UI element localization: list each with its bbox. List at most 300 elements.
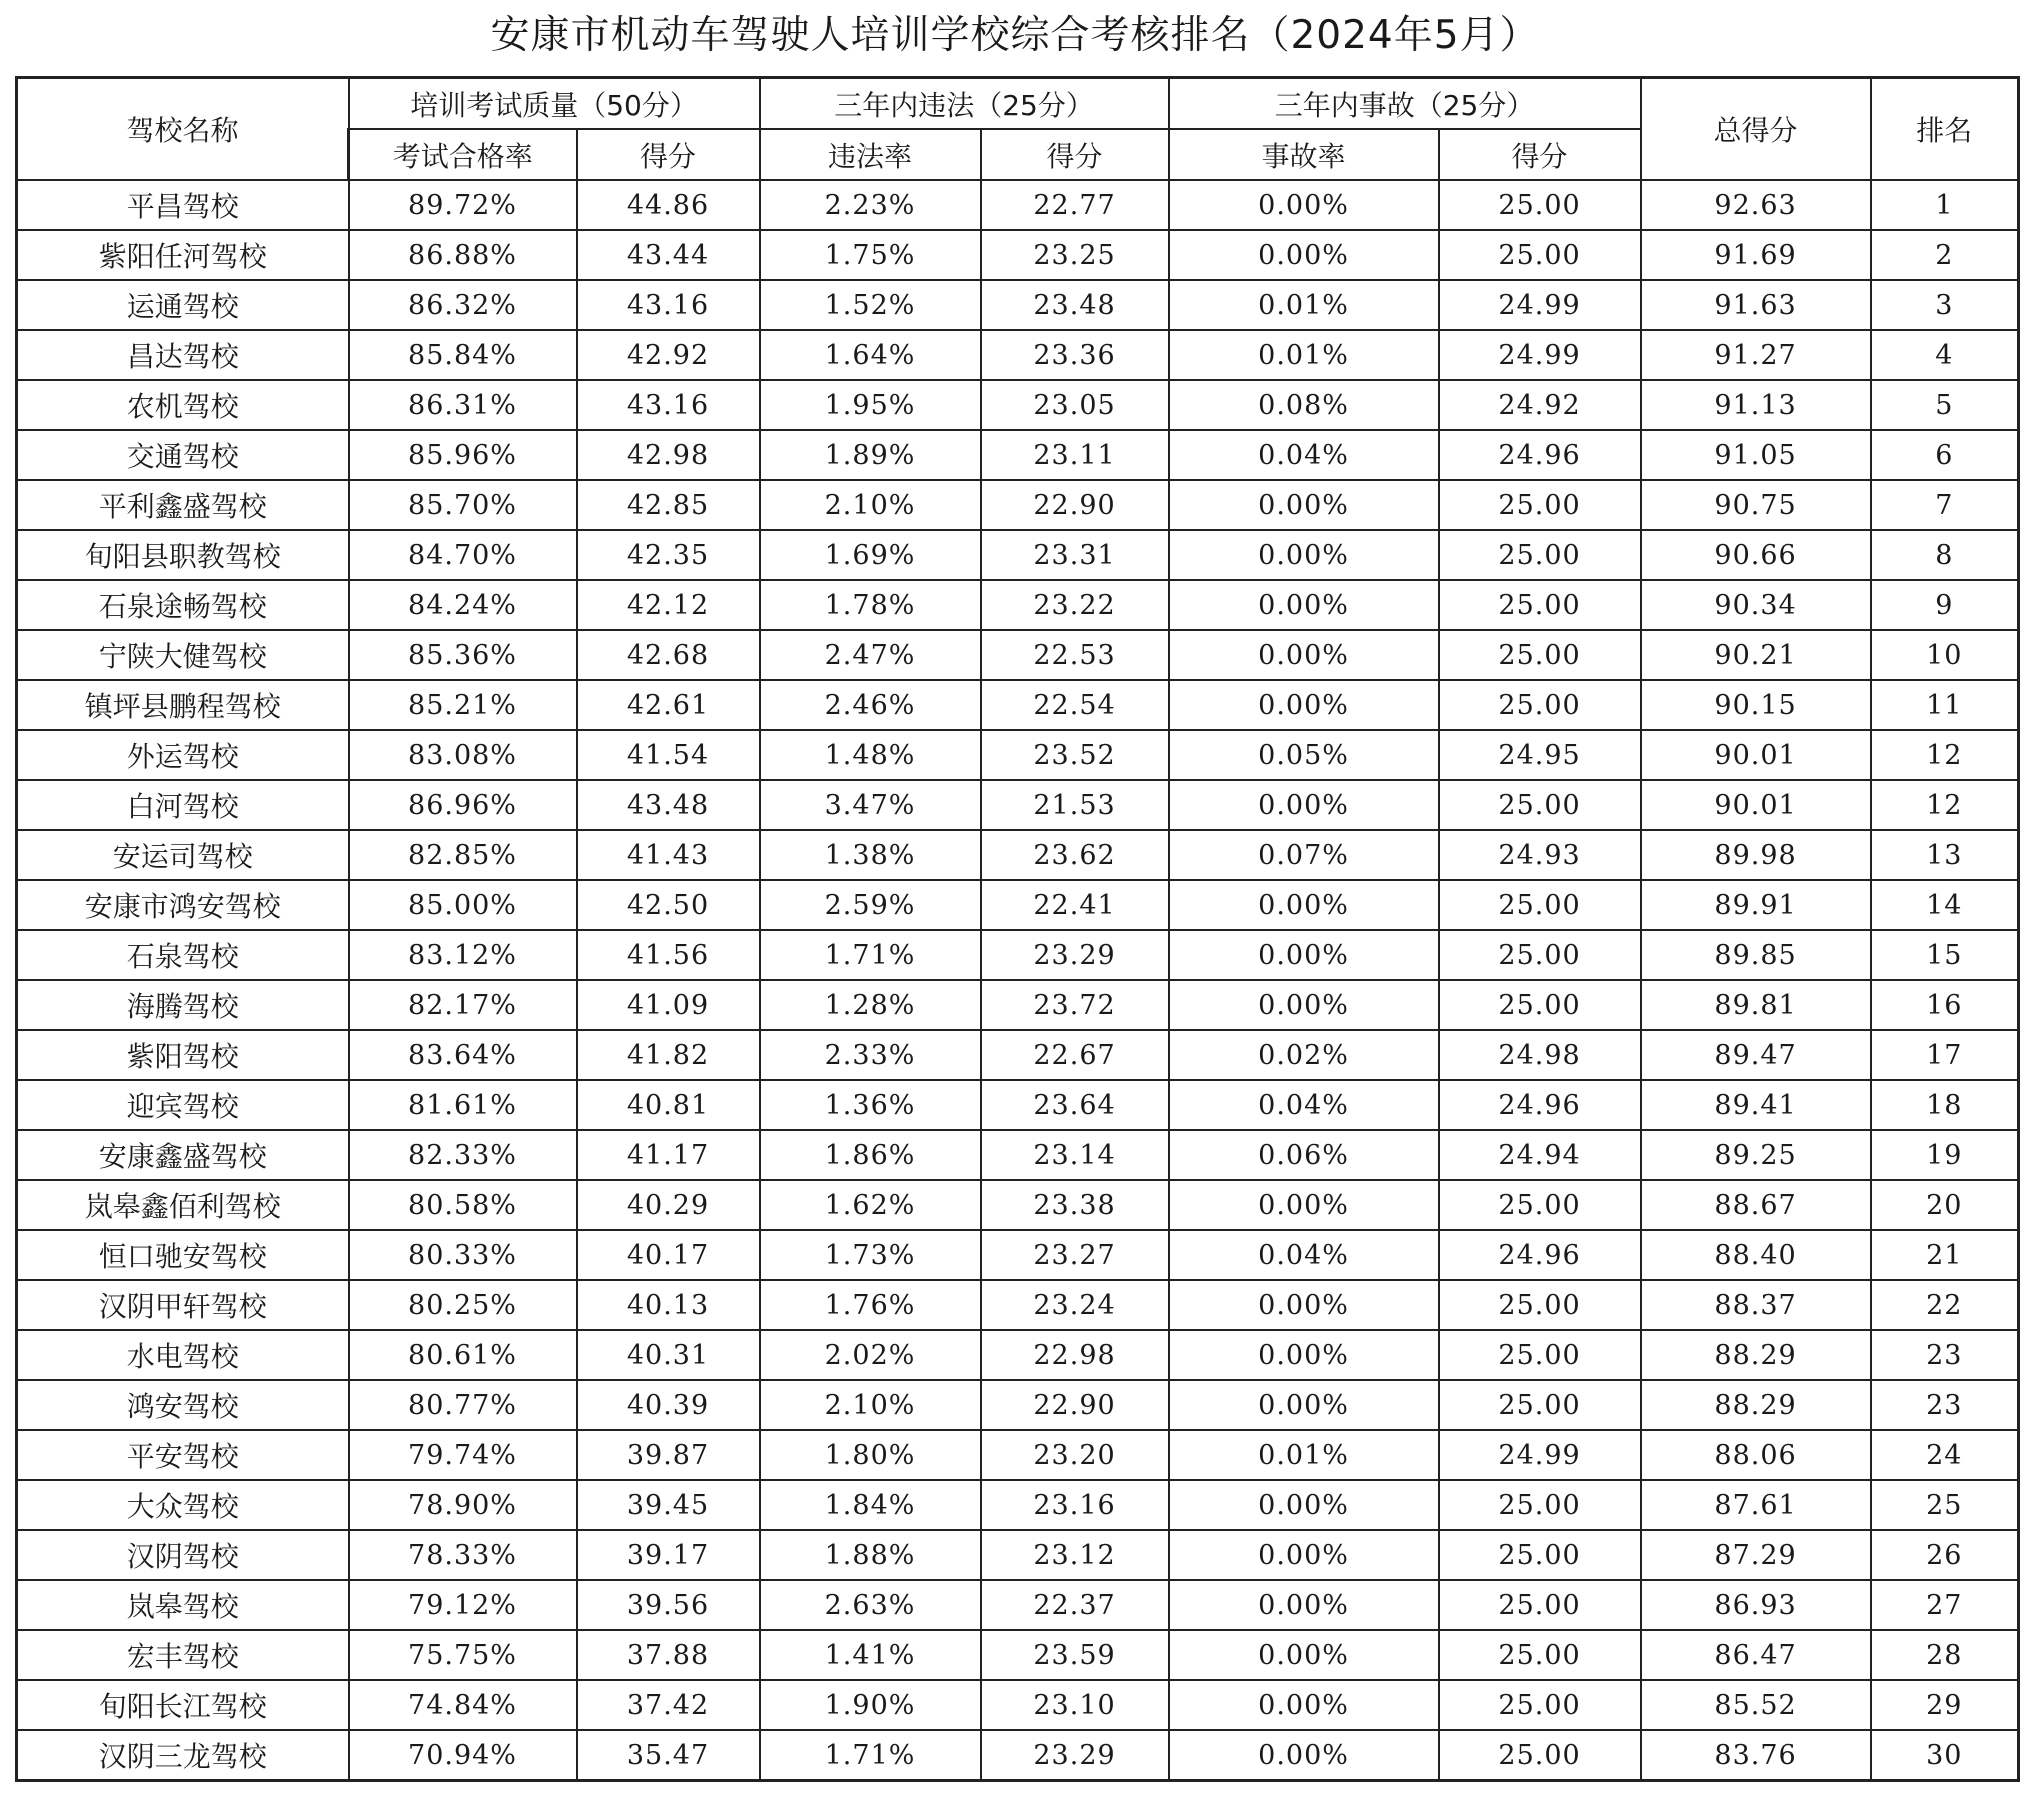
accident-rate-cell: 0.00% xyxy=(1169,1530,1439,1580)
violation-rate-cell: 2.46% xyxy=(760,680,981,730)
exam-score-cell: 41.17 xyxy=(577,1130,760,1180)
total-score-cell: 91.13 xyxy=(1641,380,1871,430)
violation-rate-cell: 1.69% xyxy=(760,530,981,580)
accident-rate-cell: 0.00% xyxy=(1169,1480,1439,1530)
exam-score-cell: 40.31 xyxy=(577,1330,760,1380)
pass-rate-cell: 74.84% xyxy=(349,1680,577,1730)
violation-score-cell: 23.22 xyxy=(981,580,1169,630)
table-row xyxy=(17,180,2019,230)
school-name-cell: 昌达驾校 xyxy=(17,330,349,380)
school-name-cell: 汉阴驾校 xyxy=(17,1530,349,1580)
violation-score-cell: 23.59 xyxy=(981,1630,1169,1680)
total-score-cell: 88.67 xyxy=(1641,1180,1871,1230)
violation-rate-cell: 2.33% xyxy=(760,1030,981,1080)
rank-cell: 29 xyxy=(1871,1680,2019,1730)
table-row xyxy=(17,1280,2019,1330)
school-name-cell: 白河驾校 xyxy=(17,780,349,830)
exam-score-cell: 41.54 xyxy=(577,730,760,780)
exam-score-cell: 43.16 xyxy=(577,280,760,330)
violation-score-cell: 23.29 xyxy=(981,930,1169,980)
pass-rate-cell: 86.32% xyxy=(349,280,577,330)
exam-score-cell: 37.42 xyxy=(577,1680,760,1730)
school-name-cell: 石泉驾校 xyxy=(17,930,349,980)
table-body xyxy=(17,180,2019,1781)
accident-rate-cell: 0.00% xyxy=(1169,180,1439,230)
exam-score-cell: 40.29 xyxy=(577,1180,760,1230)
total-score-cell: 91.63 xyxy=(1641,280,1871,330)
header-violations: 三年内违法（25分） xyxy=(760,78,1169,130)
rank-cell: 26 xyxy=(1871,1530,2019,1580)
school-name-cell: 农机驾校 xyxy=(17,380,349,430)
violation-score-cell: 23.16 xyxy=(981,1480,1169,1530)
table-row xyxy=(17,1380,2019,1430)
accident-score-cell: 24.96 xyxy=(1439,1230,1641,1280)
violation-rate-cell: 2.47% xyxy=(760,630,981,680)
total-score-cell: 89.25 xyxy=(1641,1130,1871,1180)
rank-cell: 15 xyxy=(1871,930,2019,980)
header-accident-rate: 事故率 xyxy=(1169,129,1439,180)
violation-score-cell: 23.52 xyxy=(981,730,1169,780)
pass-rate-cell: 85.21% xyxy=(349,680,577,730)
exam-score-cell: 43.44 xyxy=(577,230,760,280)
violation-score-cell: 22.98 xyxy=(981,1330,1169,1380)
school-name-cell: 安康市鸿安驾校 xyxy=(17,880,349,930)
table-row xyxy=(17,1030,2019,1080)
violation-score-cell: 23.31 xyxy=(981,530,1169,580)
violation-score-cell: 23.48 xyxy=(981,280,1169,330)
exam-score-cell: 40.17 xyxy=(577,1230,760,1280)
violation-score-cell: 23.29 xyxy=(981,1730,1169,1781)
exam-score-cell: 41.82 xyxy=(577,1030,760,1080)
exam-score-cell: 42.98 xyxy=(577,430,760,480)
pass-rate-cell: 79.12% xyxy=(349,1580,577,1630)
accident-score-cell: 25.00 xyxy=(1439,1480,1641,1530)
violation-score-cell: 23.27 xyxy=(981,1230,1169,1280)
exam-score-cell: 42.61 xyxy=(577,680,760,730)
total-score-cell: 86.93 xyxy=(1641,1580,1871,1630)
table-row xyxy=(17,1630,2019,1680)
pass-rate-cell: 81.61% xyxy=(349,1080,577,1130)
header-accident-score: 得分 xyxy=(1439,129,1641,180)
school-name-cell: 平利鑫盛驾校 xyxy=(17,480,349,530)
accident-score-cell: 25.00 xyxy=(1439,1630,1641,1680)
school-name-cell: 恒口驰安驾校 xyxy=(17,1230,349,1280)
accident-rate-cell: 0.00% xyxy=(1169,880,1439,930)
pass-rate-cell: 86.31% xyxy=(349,380,577,430)
rank-cell: 16 xyxy=(1871,980,2019,1030)
violation-score-cell: 22.54 xyxy=(981,680,1169,730)
school-name-cell: 汉阴甲轩驾校 xyxy=(17,1280,349,1330)
accident-score-cell: 25.00 xyxy=(1439,630,1641,680)
accident-score-cell: 25.00 xyxy=(1439,1330,1641,1380)
accident-score-cell: 25.00 xyxy=(1439,680,1641,730)
school-name-cell: 紫阳驾校 xyxy=(17,1030,349,1080)
school-name-cell: 迎宾驾校 xyxy=(17,1080,349,1130)
accident-rate-cell: 0.00% xyxy=(1169,1680,1439,1730)
violation-rate-cell: 1.88% xyxy=(760,1530,981,1580)
total-score-cell: 91.05 xyxy=(1641,430,1871,480)
violation-score-cell: 23.10 xyxy=(981,1680,1169,1730)
total-score-cell: 88.29 xyxy=(1641,1330,1871,1380)
violation-rate-cell: 1.84% xyxy=(760,1480,981,1530)
pass-rate-cell: 79.74% xyxy=(349,1430,577,1480)
accident-rate-cell: 0.00% xyxy=(1169,1380,1439,1430)
violation-rate-cell: 1.48% xyxy=(760,730,981,780)
pass-rate-cell: 86.96% xyxy=(349,780,577,830)
pass-rate-cell: 80.25% xyxy=(349,1280,577,1330)
total-score-cell: 88.40 xyxy=(1641,1230,1871,1280)
accident-rate-cell: 0.00% xyxy=(1169,530,1439,580)
accident-rate-cell: 0.00% xyxy=(1169,980,1439,1030)
accident-score-cell: 25.00 xyxy=(1439,1680,1641,1730)
accident-rate-cell: 0.00% xyxy=(1169,1180,1439,1230)
table-row xyxy=(17,930,2019,980)
violation-rate-cell: 2.02% xyxy=(760,1330,981,1380)
rank-cell: 7 xyxy=(1871,480,2019,530)
accident-rate-cell: 0.00% xyxy=(1169,580,1439,630)
violation-score-cell: 22.90 xyxy=(981,480,1169,530)
violation-rate-cell: 2.10% xyxy=(760,1380,981,1430)
table-row xyxy=(17,430,2019,480)
accident-score-cell: 25.00 xyxy=(1439,1730,1641,1781)
pass-rate-cell: 78.33% xyxy=(349,1530,577,1580)
accident-score-cell: 25.00 xyxy=(1439,930,1641,980)
violation-rate-cell: 1.52% xyxy=(760,280,981,330)
violation-score-cell: 23.62 xyxy=(981,830,1169,880)
table-row xyxy=(17,1330,2019,1380)
total-score-cell: 90.01 xyxy=(1641,730,1871,780)
rank-cell: 12 xyxy=(1871,730,2019,780)
accident-rate-cell: 0.00% xyxy=(1169,930,1439,980)
total-score-cell: 89.91 xyxy=(1641,880,1871,930)
school-name-cell: 运通驾校 xyxy=(17,280,349,330)
total-score-cell: 90.01 xyxy=(1641,780,1871,830)
table-row xyxy=(17,1480,2019,1530)
violation-rate-cell: 1.73% xyxy=(760,1230,981,1280)
total-score-cell: 90.75 xyxy=(1641,480,1871,530)
pass-rate-cell: 85.00% xyxy=(349,880,577,930)
pass-rate-cell: 86.88% xyxy=(349,230,577,280)
total-score-cell: 87.61 xyxy=(1641,1480,1871,1530)
exam-score-cell: 40.13 xyxy=(577,1280,760,1330)
table-row xyxy=(17,680,2019,730)
violation-score-cell: 23.72 xyxy=(981,980,1169,1030)
accident-rate-cell: 0.00% xyxy=(1169,680,1439,730)
header-exam-score: 得分 xyxy=(577,129,760,180)
table-row xyxy=(17,630,2019,680)
table-row xyxy=(17,830,2019,880)
table-row xyxy=(17,1080,2019,1130)
accident-score-cell: 25.00 xyxy=(1439,1280,1641,1330)
violation-score-cell: 23.14 xyxy=(981,1130,1169,1180)
violation-rate-cell: 1.76% xyxy=(760,1280,981,1330)
accident-score-cell: 24.93 xyxy=(1439,830,1641,880)
accident-rate-cell: 0.06% xyxy=(1169,1130,1439,1180)
rank-cell: 23 xyxy=(1871,1330,2019,1380)
exam-score-cell: 40.81 xyxy=(577,1080,760,1130)
rank-cell: 11 xyxy=(1871,680,2019,730)
accident-score-cell: 25.00 xyxy=(1439,580,1641,630)
accident-score-cell: 25.00 xyxy=(1439,880,1641,930)
rank-cell: 23 xyxy=(1871,1380,2019,1430)
table-row xyxy=(17,480,2019,530)
violation-rate-cell: 1.62% xyxy=(760,1180,981,1230)
school-name-cell: 平昌驾校 xyxy=(17,180,349,230)
accident-rate-cell: 0.00% xyxy=(1169,480,1439,530)
school-name-cell: 旬阳长江驾校 xyxy=(17,1680,349,1730)
violation-score-cell: 22.53 xyxy=(981,630,1169,680)
school-name-cell: 平安驾校 xyxy=(17,1430,349,1480)
violation-rate-cell: 1.78% xyxy=(760,580,981,630)
total-score-cell: 90.66 xyxy=(1641,530,1871,580)
table-row xyxy=(17,1180,2019,1230)
total-score-cell: 88.37 xyxy=(1641,1280,1871,1330)
violation-rate-cell: 2.63% xyxy=(760,1580,981,1630)
violation-score-cell: 23.24 xyxy=(981,1280,1169,1330)
violation-score-cell: 23.25 xyxy=(981,230,1169,280)
table-row xyxy=(17,330,2019,380)
pass-rate-cell: 83.08% xyxy=(349,730,577,780)
accident-rate-cell: 0.04% xyxy=(1169,1080,1439,1130)
exam-score-cell: 44.86 xyxy=(577,180,760,230)
total-score-cell: 85.52 xyxy=(1641,1680,1871,1730)
accident-score-cell: 25.00 xyxy=(1439,480,1641,530)
school-name-cell: 岚皋驾校 xyxy=(17,1580,349,1630)
school-name-cell: 旬阳县职教驾校 xyxy=(17,530,349,580)
school-name-cell: 石泉途畅驾校 xyxy=(17,580,349,630)
accident-score-cell: 24.96 xyxy=(1439,430,1641,480)
pass-rate-cell: 85.84% xyxy=(349,330,577,380)
accident-score-cell: 25.00 xyxy=(1439,230,1641,280)
accident-rate-cell: 0.00% xyxy=(1169,1580,1439,1630)
violation-score-cell: 23.11 xyxy=(981,430,1169,480)
total-score-cell: 83.76 xyxy=(1641,1730,1871,1781)
accident-rate-cell: 0.08% xyxy=(1169,380,1439,430)
school-name-cell: 安康鑫盛驾校 xyxy=(17,1130,349,1180)
total-score-cell: 88.06 xyxy=(1641,1430,1871,1480)
header-pass-rate: 考试合格率 xyxy=(349,129,577,180)
pass-rate-cell: 82.85% xyxy=(349,830,577,880)
total-score-cell: 92.63 xyxy=(1641,180,1871,230)
exam-score-cell: 41.56 xyxy=(577,930,760,980)
accident-score-cell: 24.99 xyxy=(1439,330,1641,380)
rank-cell: 10 xyxy=(1871,630,2019,680)
pass-rate-cell: 80.33% xyxy=(349,1230,577,1280)
accident-rate-cell: 0.00% xyxy=(1169,1630,1439,1680)
header-accidents: 三年内事故（25分） xyxy=(1169,78,1641,130)
violation-score-cell: 22.37 xyxy=(981,1580,1169,1630)
pass-rate-cell: 85.36% xyxy=(349,630,577,680)
violation-rate-cell: 2.10% xyxy=(760,480,981,530)
violation-rate-cell: 1.90% xyxy=(760,1680,981,1730)
violation-rate-cell: 1.86% xyxy=(760,1130,981,1180)
total-score-cell: 89.47 xyxy=(1641,1030,1871,1080)
total-score-cell: 86.47 xyxy=(1641,1630,1871,1680)
rank-cell: 8 xyxy=(1871,530,2019,580)
school-name-cell: 海腾驾校 xyxy=(17,980,349,1030)
table-row xyxy=(17,780,2019,830)
exam-score-cell: 42.12 xyxy=(577,580,760,630)
violation-rate-cell: 1.38% xyxy=(760,830,981,880)
exam-score-cell: 35.47 xyxy=(577,1730,760,1781)
accident-rate-cell: 0.01% xyxy=(1169,1430,1439,1480)
table-header xyxy=(17,78,2019,181)
violation-rate-cell: 3.47% xyxy=(760,780,981,830)
rank-cell: 30 xyxy=(1871,1730,2019,1781)
total-score-cell: 90.21 xyxy=(1641,630,1871,680)
school-name-cell: 交通驾校 xyxy=(17,430,349,480)
exam-score-cell: 39.56 xyxy=(577,1580,760,1630)
exam-score-cell: 39.17 xyxy=(577,1530,760,1580)
violation-rate-cell: 1.64% xyxy=(760,330,981,380)
violation-rate-cell: 1.28% xyxy=(760,980,981,1030)
violation-score-cell: 21.53 xyxy=(981,780,1169,830)
total-score-cell: 89.98 xyxy=(1641,830,1871,880)
violation-rate-cell: 1.71% xyxy=(760,1730,981,1781)
violation-rate-cell: 1.75% xyxy=(760,230,981,280)
rank-cell: 14 xyxy=(1871,880,2019,930)
table-row xyxy=(17,1130,2019,1180)
accident-score-cell: 24.99 xyxy=(1439,280,1641,330)
accident-score-cell: 24.95 xyxy=(1439,730,1641,780)
ranking-table xyxy=(15,76,2020,1782)
school-name-cell: 鸿安驾校 xyxy=(17,1380,349,1430)
accident-rate-cell: 0.07% xyxy=(1169,830,1439,880)
rank-cell: 22 xyxy=(1871,1280,2019,1330)
violation-rate-cell: 1.80% xyxy=(760,1430,981,1480)
rank-cell: 2 xyxy=(1871,230,2019,280)
accident-score-cell: 24.99 xyxy=(1439,1430,1641,1480)
total-score-cell: 89.41 xyxy=(1641,1080,1871,1130)
total-score-cell: 89.85 xyxy=(1641,930,1871,980)
table-row xyxy=(17,1580,2019,1630)
violation-rate-cell: 2.23% xyxy=(760,180,981,230)
violation-score-cell: 23.64 xyxy=(981,1080,1169,1130)
rank-cell: 24 xyxy=(1871,1430,2019,1480)
accident-rate-cell: 0.01% xyxy=(1169,280,1439,330)
accident-rate-cell: 0.05% xyxy=(1169,730,1439,780)
accident-score-cell: 25.00 xyxy=(1439,980,1641,1030)
table-row xyxy=(17,1430,2019,1480)
rank-cell: 12 xyxy=(1871,780,2019,830)
exam-score-cell: 42.50 xyxy=(577,880,760,930)
pass-rate-cell: 84.70% xyxy=(349,530,577,580)
table-row xyxy=(17,1530,2019,1580)
rank-cell: 9 xyxy=(1871,580,2019,630)
exam-score-cell: 42.85 xyxy=(577,480,760,530)
exam-score-cell: 40.39 xyxy=(577,1380,760,1430)
table-row xyxy=(17,580,2019,630)
rank-cell: 3 xyxy=(1871,280,2019,330)
pass-rate-cell: 80.61% xyxy=(349,1330,577,1380)
pass-rate-cell: 80.58% xyxy=(349,1180,577,1230)
accident-score-cell: 24.92 xyxy=(1439,380,1641,430)
accident-score-cell: 25.00 xyxy=(1439,530,1641,580)
pass-rate-cell: 89.72% xyxy=(349,180,577,230)
table-row xyxy=(17,1680,2019,1730)
school-name-cell: 宁陕大健驾校 xyxy=(17,630,349,680)
accident-rate-cell: 0.04% xyxy=(1169,1230,1439,1280)
accident-score-cell: 25.00 xyxy=(1439,1530,1641,1580)
pass-rate-cell: 85.96% xyxy=(349,430,577,480)
school-name-cell: 汉阴三龙驾校 xyxy=(17,1730,349,1781)
violation-rate-cell: 1.36% xyxy=(760,1080,981,1130)
table-row xyxy=(17,1230,2019,1280)
accident-score-cell: 24.94 xyxy=(1439,1130,1641,1180)
school-name-cell: 岚皋鑫佰利驾校 xyxy=(17,1180,349,1230)
violation-score-cell: 23.05 xyxy=(981,380,1169,430)
violation-score-cell: 22.90 xyxy=(981,1380,1169,1430)
exam-score-cell: 43.48 xyxy=(577,780,760,830)
violation-rate-cell: 1.89% xyxy=(760,430,981,480)
accident-rate-cell: 0.00% xyxy=(1169,230,1439,280)
total-score-cell: 91.69 xyxy=(1641,230,1871,280)
exam-score-cell: 39.45 xyxy=(577,1480,760,1530)
accident-rate-cell: 0.00% xyxy=(1169,630,1439,680)
violation-score-cell: 22.67 xyxy=(981,1030,1169,1080)
accident-score-cell: 24.96 xyxy=(1439,1080,1641,1130)
exam-score-cell: 41.43 xyxy=(577,830,760,880)
pass-rate-cell: 82.33% xyxy=(349,1130,577,1180)
violation-score-cell: 23.38 xyxy=(981,1180,1169,1230)
table-row xyxy=(17,380,2019,430)
table-row xyxy=(17,280,2019,330)
exam-score-cell: 42.92 xyxy=(577,330,760,380)
violation-score-cell: 22.41 xyxy=(981,880,1169,930)
violation-score-cell: 23.36 xyxy=(981,330,1169,380)
total-score-cell: 89.81 xyxy=(1641,980,1871,1030)
pass-rate-cell: 83.64% xyxy=(349,1030,577,1080)
school-name-cell: 镇坪县鹏程驾校 xyxy=(17,680,349,730)
accident-score-cell: 25.00 xyxy=(1439,1180,1641,1230)
table-row xyxy=(17,730,2019,780)
rank-cell: 4 xyxy=(1871,330,2019,380)
accident-score-cell: 25.00 xyxy=(1439,780,1641,830)
violation-score-cell: 23.20 xyxy=(981,1430,1169,1480)
exam-score-cell: 37.88 xyxy=(577,1630,760,1680)
total-score-cell: 87.29 xyxy=(1641,1530,1871,1580)
pass-rate-cell: 82.17% xyxy=(349,980,577,1030)
accident-rate-cell: 0.00% xyxy=(1169,1330,1439,1380)
accident-score-cell: 24.98 xyxy=(1439,1030,1641,1080)
rank-cell: 13 xyxy=(1871,830,2019,880)
header-violation-score: 得分 xyxy=(981,129,1169,180)
accident-rate-cell: 0.01% xyxy=(1169,330,1439,380)
header-school-name: 驾校名称 xyxy=(17,78,349,181)
violation-rate-cell: 1.41% xyxy=(760,1630,981,1680)
accident-score-cell: 25.00 xyxy=(1439,1580,1641,1630)
pass-rate-cell: 85.70% xyxy=(349,480,577,530)
pass-rate-cell: 75.75% xyxy=(349,1630,577,1680)
total-score-cell: 91.27 xyxy=(1641,330,1871,380)
rank-cell: 5 xyxy=(1871,380,2019,430)
pass-rate-cell: 70.94% xyxy=(349,1730,577,1781)
accident-score-cell: 25.00 xyxy=(1439,1380,1641,1430)
rank-cell: 17 xyxy=(1871,1030,2019,1080)
table-row xyxy=(17,880,2019,930)
school-name-cell: 外运驾校 xyxy=(17,730,349,780)
violation-rate-cell: 1.71% xyxy=(760,930,981,980)
total-score-cell: 90.34 xyxy=(1641,580,1871,630)
school-name-cell: 宏丰驾校 xyxy=(17,1630,349,1680)
rank-cell: 27 xyxy=(1871,1580,2019,1630)
rank-cell: 28 xyxy=(1871,1630,2019,1680)
pass-rate-cell: 83.12% xyxy=(349,930,577,980)
accident-rate-cell: 0.00% xyxy=(1169,1730,1439,1781)
rank-cell: 20 xyxy=(1871,1180,2019,1230)
exam-score-cell: 39.87 xyxy=(577,1430,760,1480)
exam-score-cell: 42.68 xyxy=(577,630,760,680)
